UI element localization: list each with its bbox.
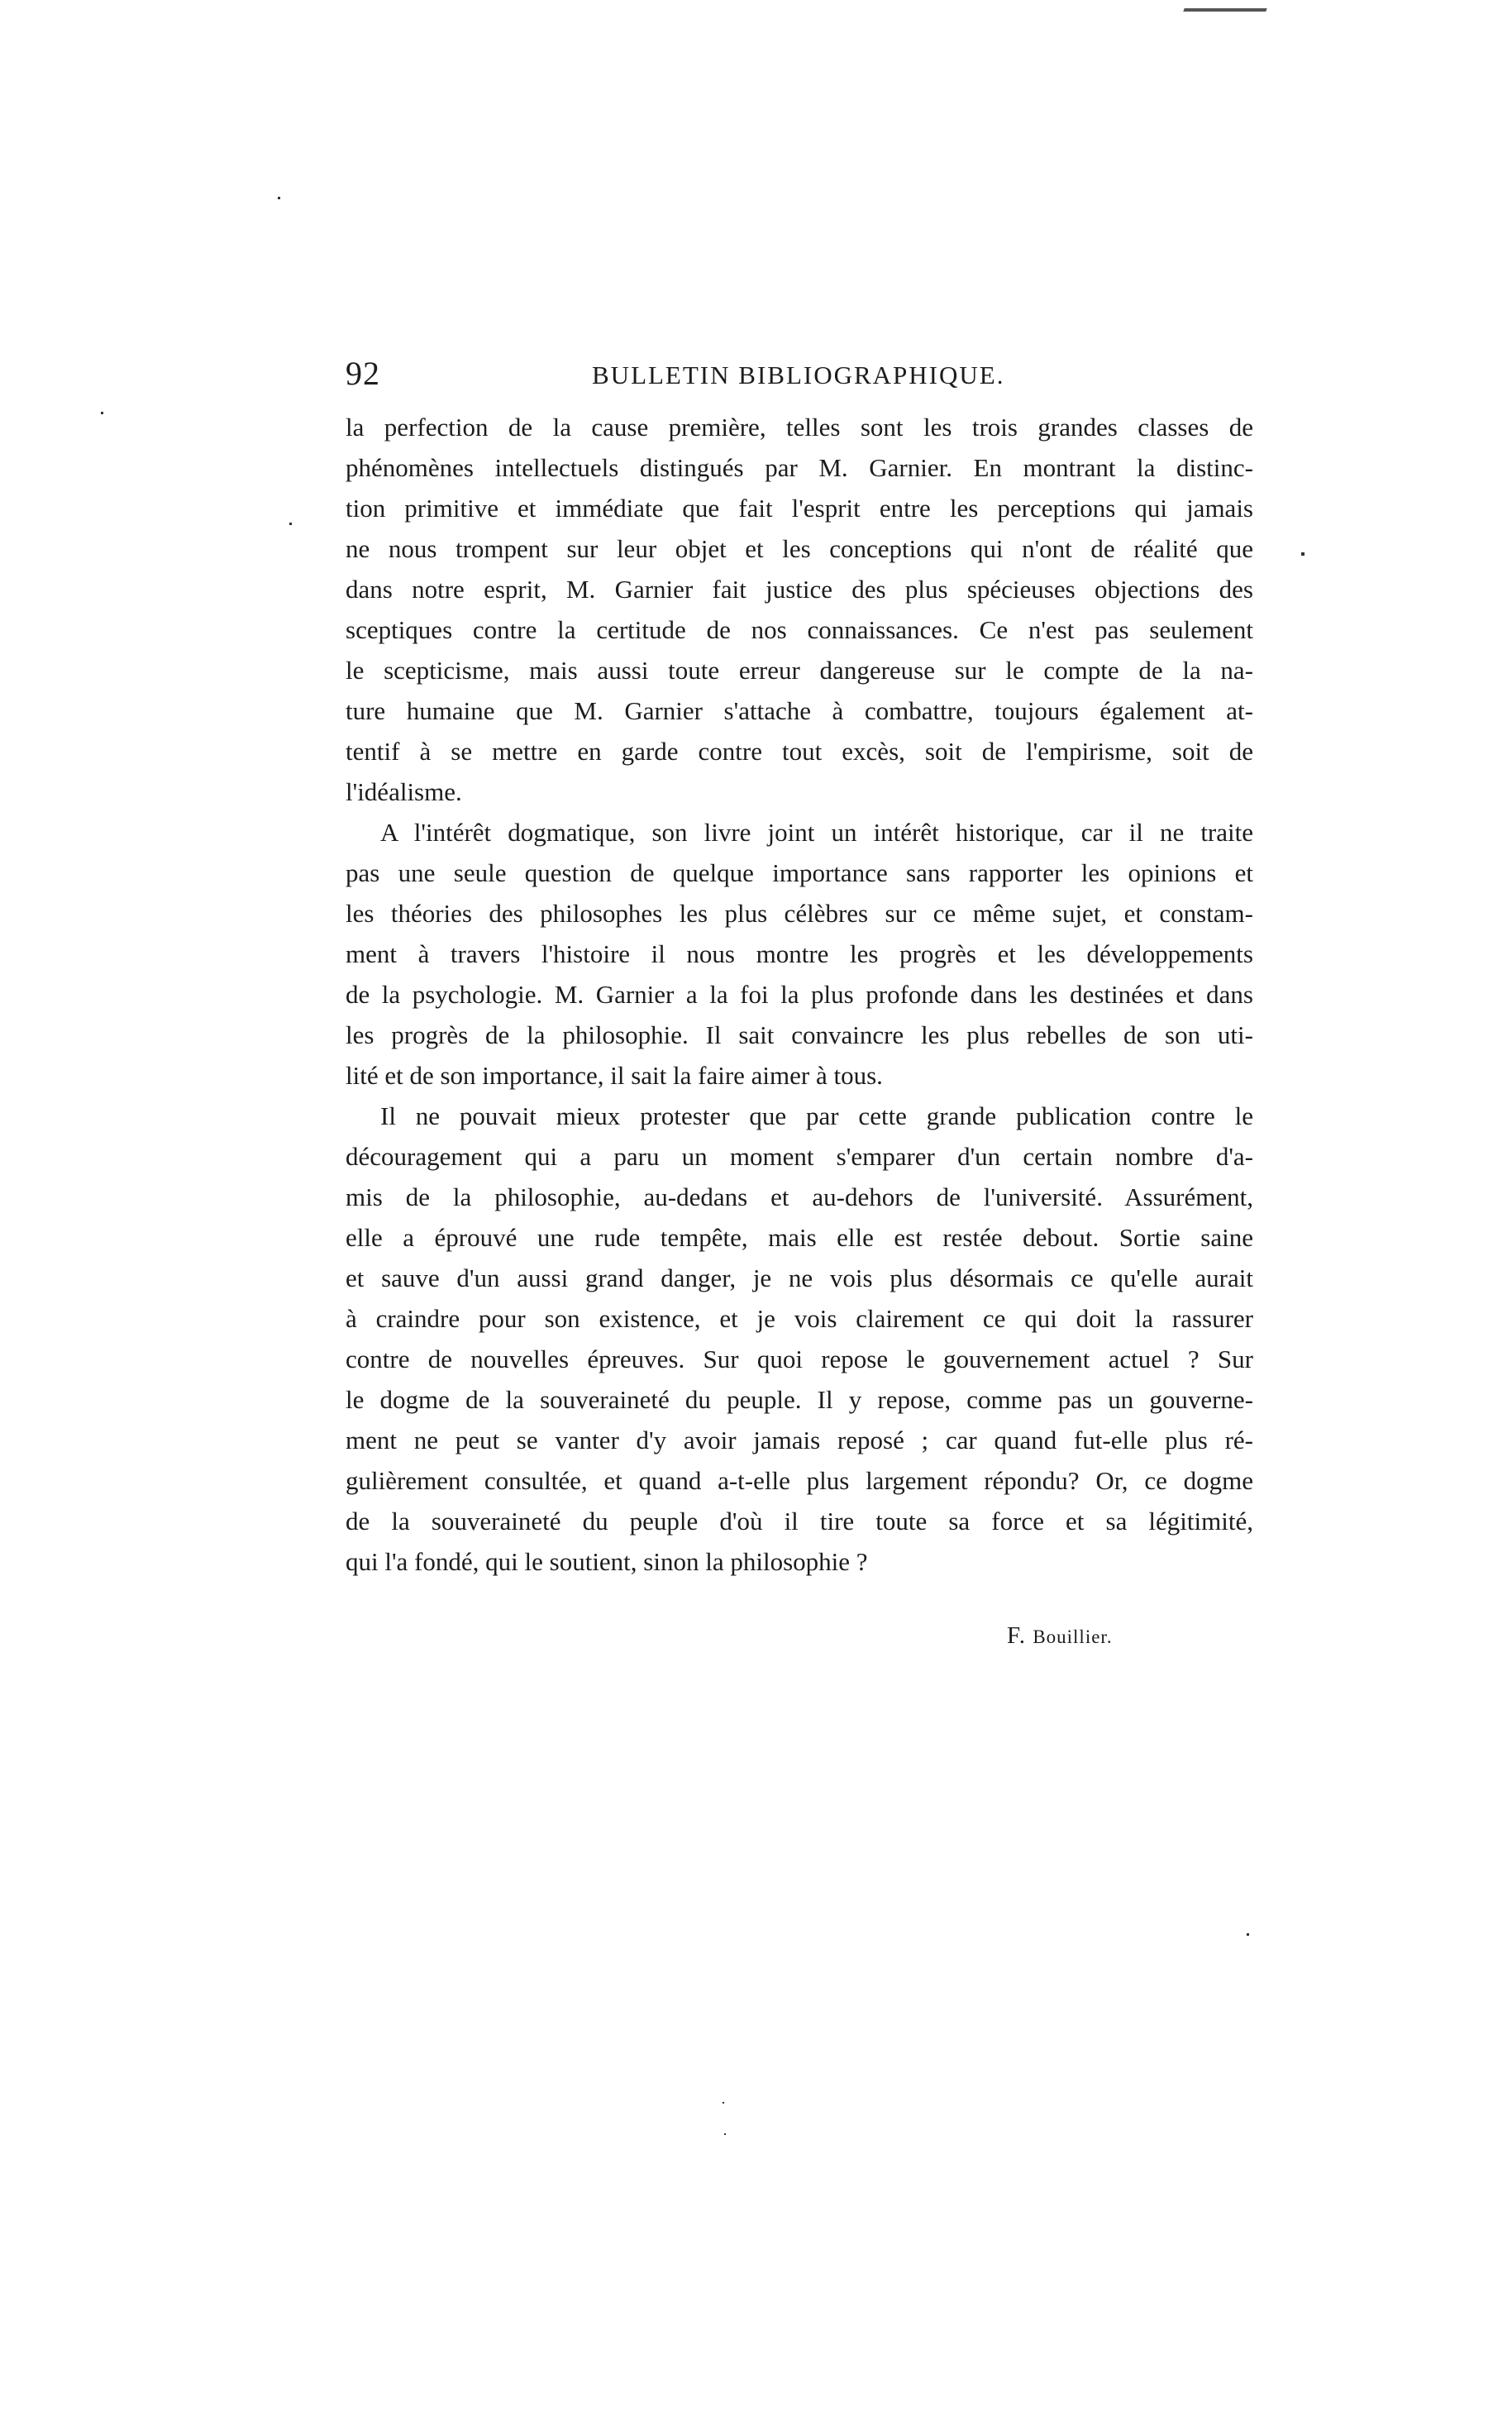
text-line: Il ne pouvait mieux protester que par cette grande publication contre le	[380, 1101, 1253, 1130]
text-line: les théories des philosophes les plus célèbres sur ce même sujet, et constam-	[346, 899, 1253, 928]
page-number: 92	[346, 355, 380, 392]
text-line: ne nous trompent sur leur objet et les conceptions qui n'ont de réalité que	[346, 534, 1253, 563]
scan-artifact	[1183, 8, 1266, 12]
scan-speck	[723, 2102, 724, 2104]
text-line: pas une seule question de quelque importance sans rapporter les opinions et	[346, 858, 1253, 887]
text-line: mis de la philosophie, au-dedans et au-dehors de l'université. Assurément,	[346, 1182, 1253, 1211]
text-line: tentif à se mettre en garde contre tout excès, soit de l'empirisme, soit de	[346, 737, 1253, 766]
text-line: de la souveraineté du peuple d'où il tire toute sa force et sa légitimité,	[346, 1507, 1253, 1536]
scan-speck	[278, 197, 280, 199]
text-line: sceptiques contre la certitude de nos connaissances. Ce n'est pas seulement	[346, 615, 1253, 644]
text-line: A l'intérêt dogmatique, son livre joint un intérêt historique, car il ne traite	[380, 818, 1253, 847]
text-line: à craindre pour son existence, et je vois clairement ce qui doit la rassurer	[346, 1304, 1253, 1333]
text-line: elle a éprouvé une rude tempête, mais elle est restée debout. Sortie saine	[346, 1223, 1253, 1252]
text-line: gulièrement consultée, et quand a-t-elle plus largement répondu? Or, ce dogme	[346, 1466, 1253, 1495]
text-line: de la psychologie. M. Garnier a la foi la plus profonde dans les destinées et dans	[346, 980, 1253, 1009]
scan-speck	[101, 412, 103, 414]
text-line: le dogme de la souveraineté du peuple. Il y repose, comme pas un gouverne-	[346, 1385, 1253, 1414]
text-line: les progrès de la philosophie. Il sait convaincre les plus rebelles de son uti-	[346, 1020, 1253, 1049]
text-line: ture humaine que M. Garnier s'attache à combattre, toujours également at-	[346, 696, 1253, 725]
signature-initial: F.	[1007, 1622, 1027, 1649]
text-line: dans notre esprit, M. Garnier fait justice des plus spécieuses objections des	[346, 575, 1253, 604]
scan-speck	[724, 2133, 726, 2135]
text-line: et sauve d'un aussi grand danger, je ne vois plus désormais ce qu'elle aurait	[346, 1263, 1253, 1292]
scan-speck	[1301, 552, 1305, 556]
text-line: contre de nouvelles épreuves. Sur quoi repose le gouvernement actuel ? Sur	[346, 1345, 1253, 1373]
text-line: la perfection de la cause première, telles sont les trois grandes classes de	[346, 413, 1253, 442]
body-text	[346, 407, 1253, 1582]
text-line: ment ne peut se vanter d'y avoir jamais reposé ; car quand fut-elle plus ré-	[346, 1426, 1253, 1454]
page-header	[346, 354, 1253, 395]
author-signature	[1007, 1622, 1113, 1650]
scan-speck	[289, 523, 292, 525]
text-line: découragement qui a paru un moment s'emparer d'un certain nombre d'a-	[346, 1142, 1253, 1171]
text-line: tion primitive et immédiate que fait l'esprit entre les perceptions qui jamais	[346, 494, 1253, 523]
scan-speck	[1247, 1933, 1249, 1936]
text-line: ment à travers l'histoire il nous montre les progrès et les développements	[346, 939, 1253, 968]
text-line: qui l'a fondé, qui le soutient, sinon la philosophie ?	[346, 1547, 868, 1576]
text-line: l'idéalisme.	[346, 777, 462, 806]
text-line: phénomènes intellectuels distingués par M. Garnier. En montrant la distinc-	[346, 453, 1253, 482]
text-line: lité et de son importance, il sait la faire aimer à tous.	[346, 1061, 883, 1090]
signature-name: Bouillier.	[1033, 1626, 1113, 1647]
running-title: BULLETIN BIBLIOGRAPHIQUE.	[592, 361, 1005, 389]
text-line: le scepticisme, mais aussi toute erreur dangereuse sur le compte de la na-	[346, 656, 1253, 685]
